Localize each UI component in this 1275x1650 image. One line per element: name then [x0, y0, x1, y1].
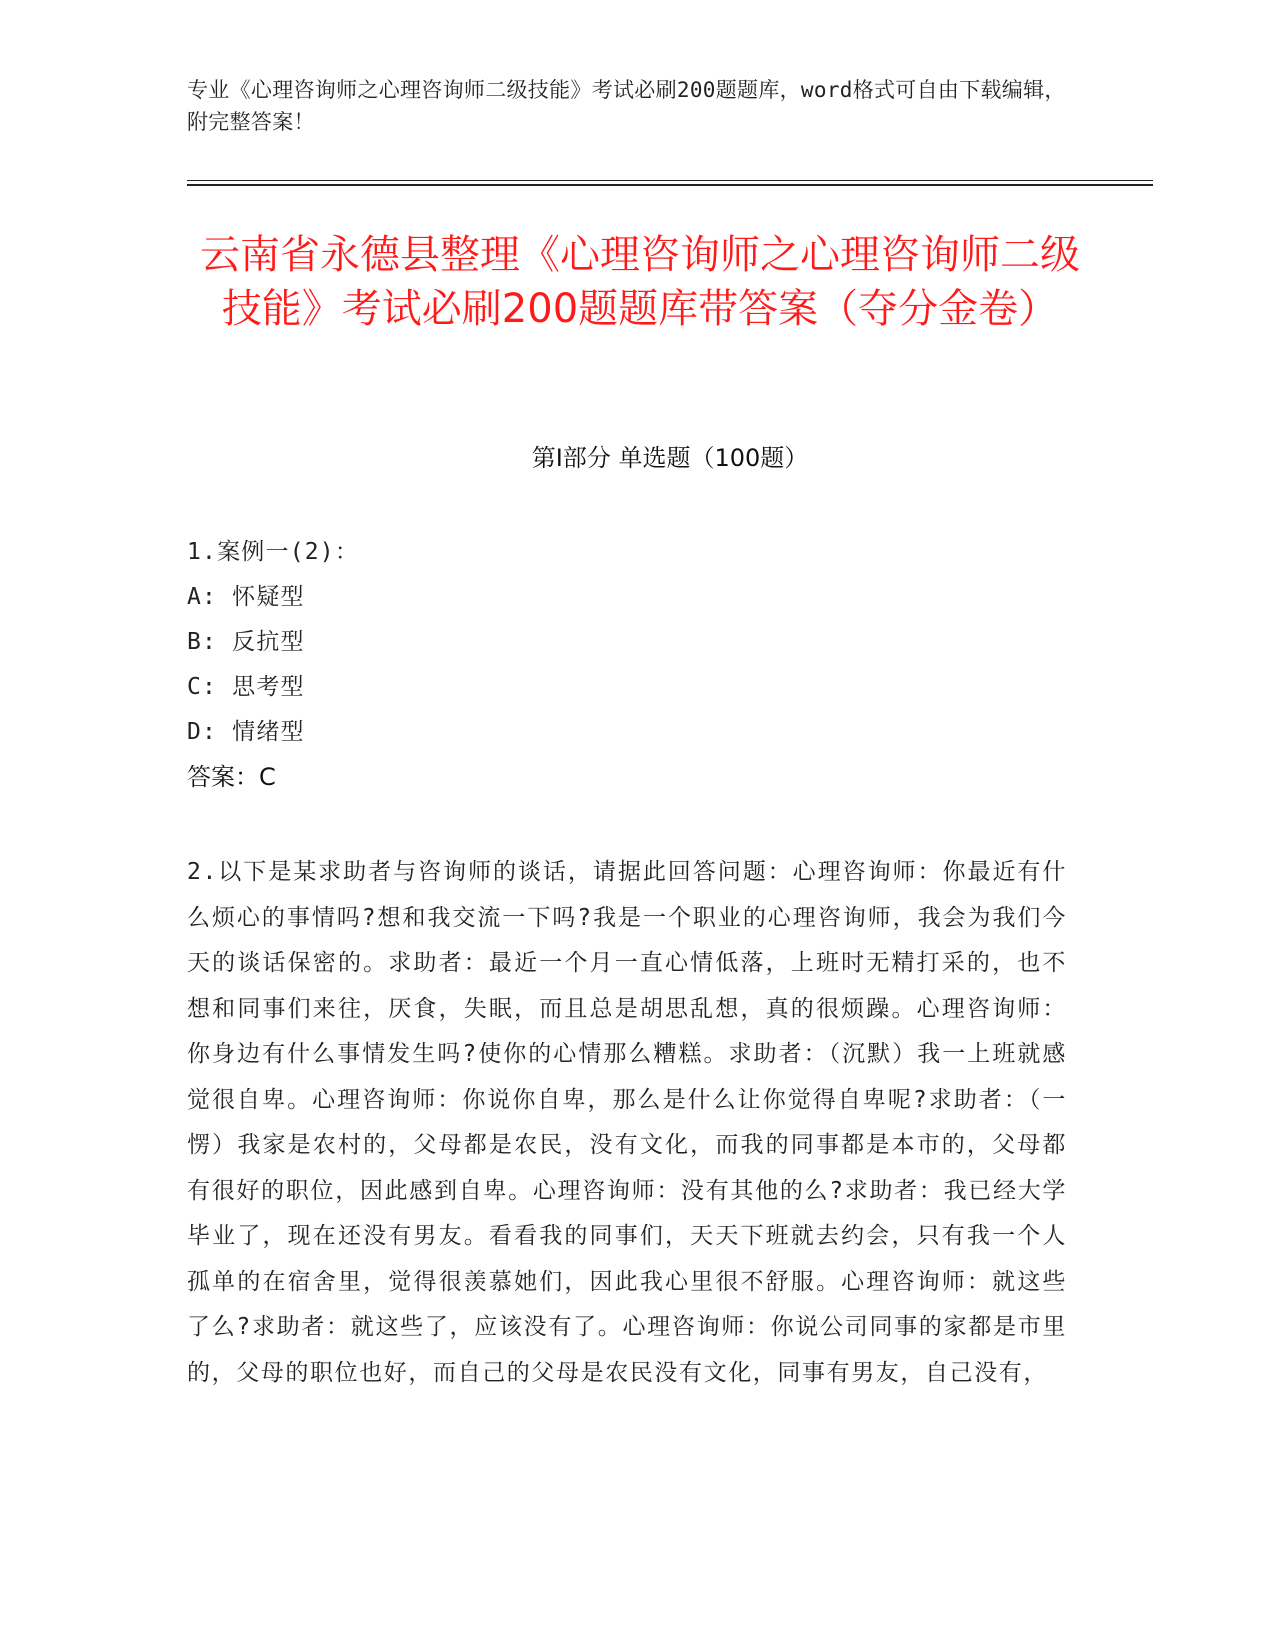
- question-stem: 2.以下是某求助者与咨询师的谈话，请据此回答问题：心理咨询师：你最近有什么烦心的事情吗?想和我交流一下吗?我是一个职业的心理咨询师，我会为我们今天的谈话保密的。求助者：最近一个月一直心情低落，上班时无精打采的，也不想和同事们来往，厌食，失眠，而且总是胡思乱想，真的很烦躁。心理咨询师：你身边有什么事情发生吗?使你的心情那么糟糕。求助者：（沉默）我一上班就感觉很自卑。心理咨询师：你说你自卑，那么是什么让你觉得自卑呢?求助者：（一愣）我家是农村的，父母都是农民，没有文化，而我的同事都是本市的，父母都有很好的职位，因此感到自卑。心理咨询师：没有其他的么?求助者：我已经大学毕业了，现在还没有男友。看看我的同事们，天天下班就去约会，只有我一个人孤单的在宿舍里，觉得很羡慕她们，因此我心里很不舒服。心理咨询师：就这些了么?求助者：就这些了，应该没有了。心理咨询师：你说公司同事的家都是市里的，父母的职位也好，而自己的父母是农民没有文化，同事有男友，自己没有，: [187, 859, 1067, 1386]
- header-divider-thin: [187, 180, 1153, 181]
- section-heading: 第Ⅰ部分 单选题（100题）: [531, 444, 809, 472]
- option-a: A: 怀疑型: [187, 584, 305, 610]
- header-note: 专业《心理咨询师之心理咨询师二级技能》考试必刷200题题库，word格式可自由下载编辑，附完整答案！: [187, 78, 1066, 134]
- header-divider-thick: [187, 184, 1153, 186]
- option-b: B: 反抗型: [187, 629, 305, 655]
- option-c: C: 思考型: [187, 674, 305, 700]
- document-title: 云南省永德县整理《心理咨询师之心理咨询师二级技能》考试必刷200题题库带答案（夺分金卷）: [200, 232, 1080, 332]
- option-d: D: 情绪型: [187, 719, 305, 745]
- question-2: [187, 850, 1067, 1396]
- answer-line: 答案：C: [187, 763, 276, 791]
- question-stem: 1.案例一(2)：: [187, 539, 360, 565]
- question-1: [187, 530, 1067, 800]
